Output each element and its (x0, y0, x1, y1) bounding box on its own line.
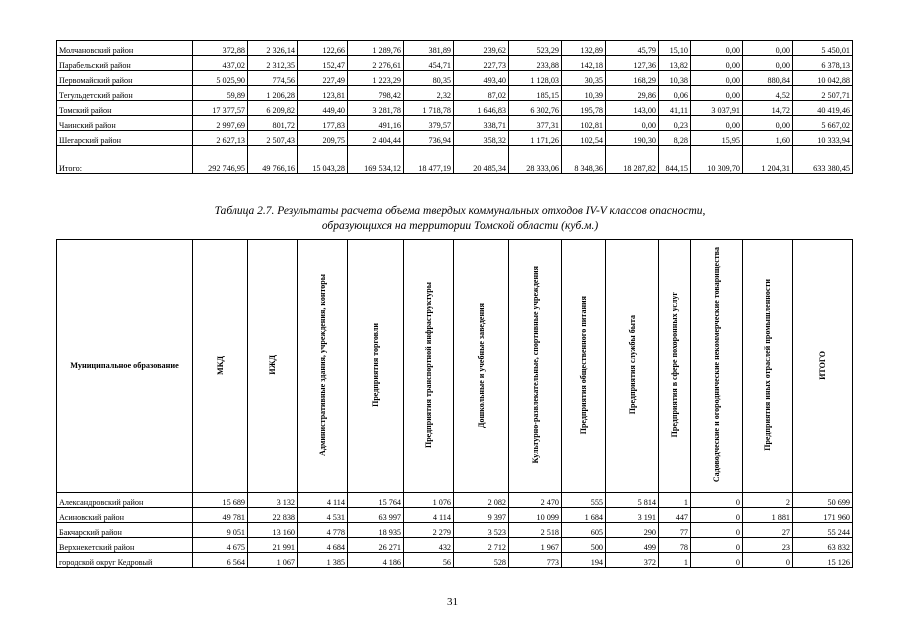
table-cell: 5 667,02 (793, 116, 853, 131)
table-cell: 142,18 (562, 56, 606, 71)
column-header-label: Культурно-развлекательные, спортивные учреждения (530, 266, 540, 464)
table-cell: 4 186 (348, 553, 404, 568)
column-header-label: ИТОГО (818, 350, 827, 380)
table-cell: 2 507,43 (248, 131, 298, 146)
table-cell: 6 209,82 (248, 101, 298, 116)
table-cell: 18 287,82 (606, 146, 659, 174)
table-cell: 500 (562, 538, 606, 553)
table-cell: 9 397 (454, 508, 509, 523)
column-header (691, 240, 743, 493)
table-cell: 0,00 (743, 41, 793, 56)
table-cell: 63 832 (793, 538, 853, 553)
table-cell: 10 309,70 (691, 146, 743, 174)
table-cell: 227,73 (454, 56, 509, 71)
table-cell: 1 646,83 (454, 101, 509, 116)
table-cell: 3 037,91 (691, 101, 743, 116)
column-header (248, 240, 298, 493)
table-cell: 239,62 (454, 41, 509, 56)
table-cell: 292 746,95 (193, 146, 248, 174)
table-cell: 358,32 (454, 131, 509, 146)
total-row (57, 146, 853, 174)
column-header-label: ИЖД (268, 355, 277, 375)
table-cell: 801,72 (248, 116, 298, 131)
table-cell: 10,39 (562, 86, 606, 101)
column-header (562, 240, 606, 493)
table-cell: 290 (606, 523, 659, 538)
table-cell: 0,00 (691, 86, 743, 101)
table-cell: 774,56 (248, 71, 298, 86)
table-cell: 2 404,44 (348, 131, 404, 146)
table-row (57, 508, 853, 523)
table-cell: 56 (404, 553, 454, 568)
table-cell: 2 518 (509, 523, 562, 538)
table-cell: 63 997 (348, 508, 404, 523)
row-label: Парабельский район (57, 56, 193, 71)
table-cell: 4,52 (743, 86, 793, 101)
table-cell: 233,88 (509, 56, 562, 71)
table-cell: 3 191 (606, 508, 659, 523)
table-cell: 2 276,61 (348, 56, 404, 71)
row-label: Молчановский район (57, 41, 193, 56)
table-cell: 15,10 (659, 41, 691, 56)
table-cell: 0,23 (659, 116, 691, 131)
table-cell: 13 160 (248, 523, 298, 538)
table-cell: 605 (562, 523, 606, 538)
table-cell: 77 (659, 523, 691, 538)
table-cell: 87,02 (454, 86, 509, 101)
table-cell: 194 (562, 553, 606, 568)
table-row (57, 56, 853, 71)
table-cell: 798,42 (348, 86, 404, 101)
table-cell: 4 114 (404, 508, 454, 523)
table-cell: 2 279 (404, 523, 454, 538)
table-cell: 29,86 (606, 86, 659, 101)
table-cell: 15 043,28 (298, 146, 348, 174)
table-cell: 41,11 (659, 101, 691, 116)
table-row (57, 538, 853, 553)
table-cell: 1 (659, 553, 691, 568)
table-cell: 23 (743, 538, 793, 553)
table-cell: 2 627,13 (193, 131, 248, 146)
table-cell: 27 (743, 523, 793, 538)
column-header-label: Предприятия в сфере похоронных услуг (670, 292, 679, 438)
table-cell: 528 (454, 553, 509, 568)
table-cell: 15 689 (193, 493, 248, 508)
table-cell: 1 171,26 (509, 131, 562, 146)
table-cell: 454,71 (404, 56, 454, 71)
table-cell: 0 (691, 523, 743, 538)
table-cell: 0,00 (691, 41, 743, 56)
table-cell: 1 718,78 (404, 101, 454, 116)
column-header (404, 240, 454, 493)
row-label: Александровский район (57, 493, 193, 508)
table-cell: 102,81 (562, 116, 606, 131)
table-cell: 1 385 (298, 553, 348, 568)
table-row (57, 86, 853, 101)
table-cell: 0 (743, 553, 793, 568)
table-cell: 4 531 (298, 508, 348, 523)
table-cell: 6 564 (193, 553, 248, 568)
table-cell: 2 (743, 493, 793, 508)
table-cell: 49 781 (193, 508, 248, 523)
table-cell: 15 126 (793, 553, 853, 568)
table-cell: 2 997,69 (193, 116, 248, 131)
table-cell: 4 778 (298, 523, 348, 538)
table-cell: 372,88 (193, 41, 248, 56)
table-row (57, 493, 853, 508)
table-cell: 30,35 (562, 71, 606, 86)
table-cell: 177,83 (298, 116, 348, 131)
column-header: Муниципальное образование (57, 240, 193, 493)
table-cell: 168,29 (606, 71, 659, 86)
table-cell: 1 223,29 (348, 71, 404, 86)
table-cell: 0,00 (691, 56, 743, 71)
table-cell: 169 534,12 (348, 146, 404, 174)
table-cell: 372 (606, 553, 659, 568)
table-row (57, 101, 853, 116)
table-cell: 0 (691, 538, 743, 553)
table-cell: 379,57 (404, 116, 454, 131)
table-cell: 2 312,35 (248, 56, 298, 71)
table-cell: 10 099 (509, 508, 562, 523)
column-header (348, 240, 404, 493)
table-cell: 28 333,06 (509, 146, 562, 174)
table-row (57, 523, 853, 538)
table-cell: 2 470 (509, 493, 562, 508)
table-cell: 3 132 (248, 493, 298, 508)
row-label: городской округ Кедровый (57, 553, 193, 568)
table-cell: 1 204,31 (743, 146, 793, 174)
table-cell: 5 025,90 (193, 71, 248, 86)
waste-volume-table (56, 239, 853, 568)
table-cell: 18 935 (348, 523, 404, 538)
table-cell: 0,00 (743, 116, 793, 131)
table-row (57, 41, 853, 56)
column-header (743, 240, 793, 493)
table-cell: 493,40 (454, 71, 509, 86)
caption-line-1: Таблица 2.7. Результаты расчета объема твердых коммунальных отходов IV-V классов опасности, (214, 205, 706, 217)
table-cell: 171 960 (793, 508, 853, 523)
table-cell: 143,00 (606, 101, 659, 116)
table-cell: 773 (509, 553, 562, 568)
column-header-label: Предприятия транспортной инфраструктуры (424, 281, 433, 449)
table-cell: 132,89 (562, 41, 606, 56)
table-cell: 50 699 (793, 493, 853, 508)
table-cell: 1,60 (743, 131, 793, 146)
table-cell: 1 128,03 (509, 71, 562, 86)
table-cell: 1 289,76 (348, 41, 404, 56)
table-cell: 21 991 (248, 538, 298, 553)
table-cell: 0 (691, 508, 743, 523)
table-cell: 0,00 (691, 116, 743, 131)
table-cell: 449,40 (298, 101, 348, 116)
column-header-label: Предприятия службы быта (627, 315, 637, 415)
column-header (659, 240, 691, 493)
column-header-label: Предприятия общественного питания (579, 295, 588, 435)
table-cell: 2 326,14 (248, 41, 298, 56)
table-cell: 555 (562, 493, 606, 508)
table-cell: 6 378,13 (793, 56, 853, 71)
table-cell: 1 881 (743, 508, 793, 523)
column-header-label: МКД (215, 355, 225, 375)
table-cell: 122,66 (298, 41, 348, 56)
table-cell: 17 377,57 (193, 101, 248, 116)
column-header (509, 240, 562, 493)
table-cell: 14,72 (743, 101, 793, 116)
row-label: Верхнекетский район (57, 538, 193, 553)
top-data-table (56, 40, 853, 174)
table-cell: 78 (659, 538, 691, 553)
table-cell: 127,36 (606, 56, 659, 71)
column-header-label: Предприятия торговли (371, 323, 380, 407)
table-cell: 6 302,76 (509, 101, 562, 116)
table-cell: 491,16 (348, 116, 404, 131)
table-cell: 0,00 (606, 116, 659, 131)
row-label: Первомайский район (57, 71, 193, 86)
table-cell: 1 067 (248, 553, 298, 568)
column-header (193, 240, 248, 493)
column-header (793, 240, 853, 493)
table-cell: 633 380,45 (793, 146, 853, 174)
table-cell: 55 244 (793, 523, 853, 538)
table-row (57, 131, 853, 146)
row-label: Томский район (57, 101, 193, 116)
table-cell: 102,54 (562, 131, 606, 146)
page-number: 31 (447, 596, 458, 608)
column-header-label: Дошкольные и учебные заведения (476, 302, 486, 428)
table-cell: 736,94 (404, 131, 454, 146)
table-cell: 123,81 (298, 86, 348, 101)
table-cell: 190,30 (606, 131, 659, 146)
table-cell: 880,84 (743, 71, 793, 86)
column-header-label: Предприятия иных отраслей промышленности (763, 279, 772, 451)
table-cell: 3 281,78 (348, 101, 404, 116)
row-label: Чаинский район (57, 116, 193, 131)
column-header (606, 240, 659, 493)
table-cell: 2 507,71 (793, 86, 853, 101)
table-cell: 40 419,46 (793, 101, 853, 116)
table-cell: 377,31 (509, 116, 562, 131)
table-cell: 22 838 (248, 508, 298, 523)
row-label: Бакчарский район (57, 523, 193, 538)
table-cell: 13,82 (659, 56, 691, 71)
table-cell: 49 766,16 (248, 146, 298, 174)
table-cell: 2 082 (454, 493, 509, 508)
table-cell: 10,38 (659, 71, 691, 86)
table-cell: 0 (691, 493, 743, 508)
column-header (298, 240, 348, 493)
table-cell: 15 764 (348, 493, 404, 508)
table-cell: 1 206,28 (248, 86, 298, 101)
table-cell: 5 450,01 (793, 41, 853, 56)
table-cell: 0,00 (743, 56, 793, 71)
column-header-label: Садоводческие и огороднические некоммерческие товарищества (712, 247, 721, 483)
table-cell: 1 (659, 493, 691, 508)
table-cell: 0,00 (691, 71, 743, 86)
row-label: Тегульдетский район (57, 86, 193, 101)
table-cell: 45,79 (606, 41, 659, 56)
table-cell: 1 076 (404, 493, 454, 508)
table-cell: 26 271 (348, 538, 404, 553)
table-cell: 8,28 (659, 131, 691, 146)
row-label: Шегарский район (57, 131, 193, 146)
table-cell: 209,75 (298, 131, 348, 146)
table-cell: 447 (659, 508, 691, 523)
table-cell: 338,71 (454, 116, 509, 131)
row-label: Асиновский район (57, 508, 193, 523)
column-header (454, 240, 509, 493)
table-cell: 5 814 (606, 493, 659, 508)
table-cell: 1 967 (509, 538, 562, 553)
table-cell: 59,89 (193, 86, 248, 101)
table-cell: 2 712 (454, 538, 509, 553)
table-cell: 15,95 (691, 131, 743, 146)
row-label: Итого: (57, 146, 193, 174)
table-cell: 152,47 (298, 56, 348, 71)
table-cell: 432 (404, 538, 454, 553)
table-cell: 9 051 (193, 523, 248, 538)
table-cell: 523,29 (509, 41, 562, 56)
table-cell: 4 675 (193, 538, 248, 553)
table-cell: 499 (606, 538, 659, 553)
table-cell: 10 333,94 (793, 131, 853, 146)
table-cell: 8 348,36 (562, 146, 606, 174)
table-cell: 227,49 (298, 71, 348, 86)
table-cell: 2,32 (404, 86, 454, 101)
table-cell: 4 114 (298, 493, 348, 508)
table-cell: 0,06 (659, 86, 691, 101)
table-cell: 10 042,88 (793, 71, 853, 86)
table-cell: 20 485,34 (454, 146, 509, 174)
table-cell: 18 477,19 (404, 146, 454, 174)
table-cell: 381,89 (404, 41, 454, 56)
table-row (57, 553, 853, 568)
table-cell: 4 684 (298, 538, 348, 553)
table-cell: 195,78 (562, 101, 606, 116)
caption-line-2: образующихся на территории Томской области (куб.м.) (321, 220, 599, 232)
table-cell: 80,35 (404, 71, 454, 86)
table-row (57, 116, 853, 131)
table-cell: 3 523 (454, 523, 509, 538)
table-row (57, 71, 853, 86)
table-cell: 0 (691, 553, 743, 568)
table-cell: 437,02 (193, 56, 248, 71)
column-header-label: Административные здания, учреждения, конторы (318, 274, 327, 456)
table-caption (110, 204, 810, 234)
table-cell: 185,15 (509, 86, 562, 101)
table-cell: 1 684 (562, 508, 606, 523)
table-cell: 844,15 (659, 146, 691, 174)
